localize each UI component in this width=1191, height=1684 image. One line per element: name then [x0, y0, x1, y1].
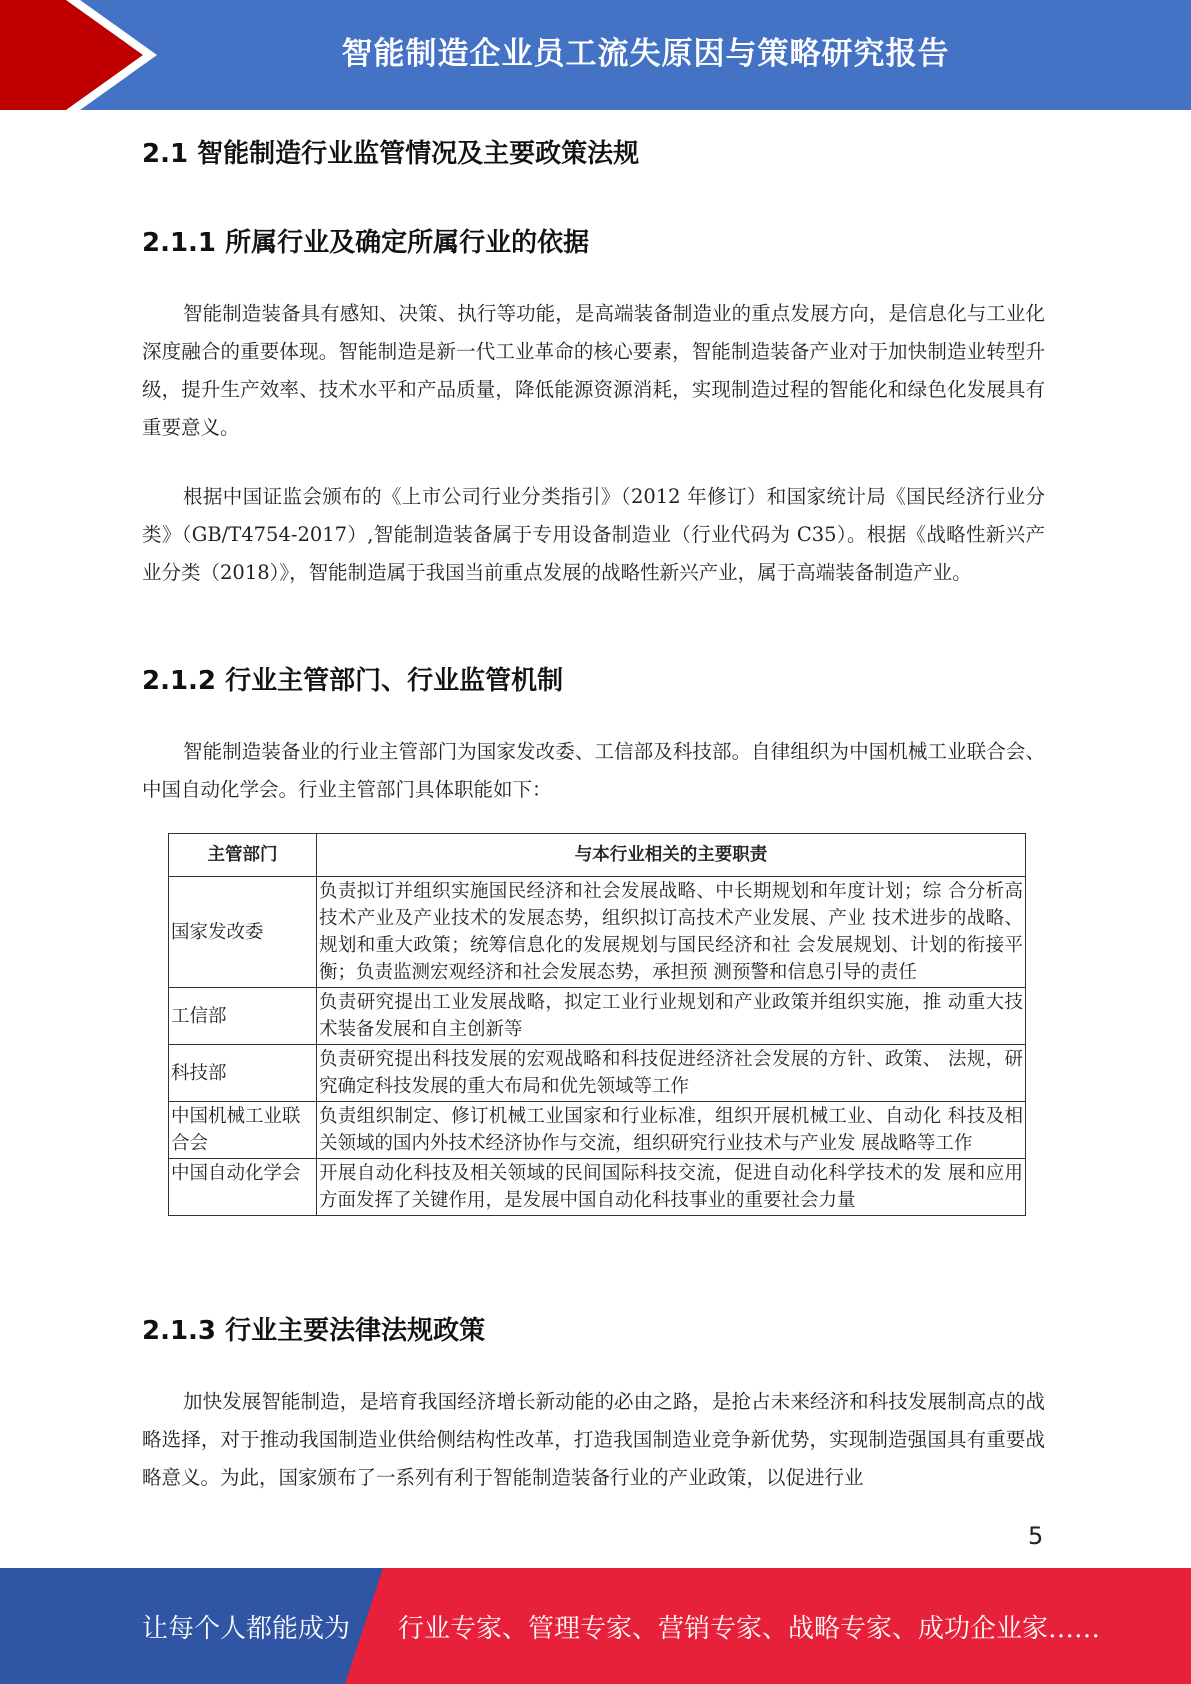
dept-cell: 中国机械工业联合会 [169, 1102, 317, 1159]
column-header-duty: 与本行业相关的主要职责 [317, 834, 1026, 877]
table-header-row [169, 834, 1026, 877]
table-row [169, 877, 1026, 988]
section-heading-2-1-3: 2.1.3 行业主要法律法规政策 [142, 1316, 486, 1346]
duty-cell: 负责组织制定、修订机械工业国家和行业标准，组织开展机械工业、自动化 科技及相关领域的国内外技术经济协作与交流，组织研究行业技术与产业发 展战略等工作 [317, 1102, 1026, 1159]
footer-slogan-right: 行业专家、管理专家、营销专家、战略专家、成功企业家…… [398, 1613, 1101, 1644]
table-row [169, 1102, 1026, 1159]
duty-cell: 负责研究提出工业发展战略，拟定工业行业规划和产业政策并组织实施，推 动重大技术装备发展和自主创新等 [317, 988, 1026, 1045]
section-heading-2-1-1: 2.1.1 所属行业及确定所属行业的依据 [142, 228, 590, 258]
dept-cell: 国家发改委 [169, 877, 317, 988]
header-banner [0, 0, 1191, 110]
footer-banner [0, 1568, 1191, 1684]
table-row [169, 1159, 1026, 1216]
dept-cell: 科技部 [169, 1045, 317, 1102]
duty-cell: 负责拟订并组织实施国民经济和社会发展战略、中长期规划和年度计划；综 合分析高技术产业及产业技术的发展态势，组织拟订高技术产业发展、产业 技术进步的战略、规划和重大政策；统筹信息化的发展规划与国民经济和社 会发展规划、计划的衔接平衡；负责监测宏观经济和社会发展态势，承担预 测预警和信息引导的责任 [317, 877, 1026, 988]
dept-cell: 工信部 [169, 988, 317, 1045]
column-header-dept: 主管部门 [169, 834, 317, 877]
report-title: 智能制造企业员工流失原因与策略研究报告 [341, 35, 950, 72]
section-heading-2-1: 2.1 智能制造行业监管情况及主要政策法规 [142, 139, 640, 169]
page-number: 5 [1028, 1522, 1044, 1550]
paragraph-regulators: 智能制造装备业的行业主管部门为国家发改委、工信部及科技部。自律组织为中国机械工业联合会、中国自动化学会。行业主管部门具体职能如下： [142, 740, 1045, 801]
paragraph-industry-definition: 智能制造装备具有感知、决策、执行等功能，是高端装备制造业的重点发展方向，是信息化与工业化深度融合的重要体现。智能制造是新一代工业革命的核心要素，智能制造装备产业对于加快制造业转型升级，提升生产效率、技术水平和产品质量，降低能源资源消耗，实现制造过程的智能化和绿色化发展具有重要意义。 [142, 302, 1045, 439]
table-row [169, 1045, 1026, 1102]
footer-slogan-left: 让每个人都能成为 [142, 1613, 351, 1644]
section-heading-2-1-2: 2.1.2 行业主管部门、行业监管机制 [142, 666, 564, 696]
duty-cell: 开展自动化科技及相关领域的民间国际科技交流，促进自动化科学技术的发 展和应用方面发挥了关键作用，是发展中国自动化科技事业的重要社会力量 [317, 1159, 1026, 1216]
duty-cell: 负责研究提出科技发展的宏观战略和科技促进经济社会发展的方针、政策、 法规，研究确定科技发展的重大布局和优先领域等工作 [317, 1045, 1026, 1102]
paragraph-policy-intro: 加快发展智能制造，是培育我国经济增长新动能的必由之路，是抢占未来经济和科技发展制高点的战略选择，对于推动我国制造业供给侧结构性改革，打造我国制造业竞争新优势，实现制造强国具有重要战略意义。为此，国家颁布了一系列有利于智能制造装备行业的产业政策，以促进行业 [142, 1390, 1045, 1489]
paragraph-industry-classification: 根据中国证监会颁布的《上市公司行业分类指引》（2012 年修订）和国家统计局《国民经济行业分类》（GB/T4754-2017）,智能制造装备属于专用设备制造业（行业代码为 C35）。根据《战略性新兴产业分类（2018）》，智能制造属于我国当前重点发展的战略性新兴产业，属于高端装备制造产业。 [142, 485, 1045, 584]
table-row [169, 988, 1026, 1045]
regulator-duties-table [168, 833, 1026, 1216]
dept-cell: 中国自动化学会 [169, 1159, 317, 1216]
